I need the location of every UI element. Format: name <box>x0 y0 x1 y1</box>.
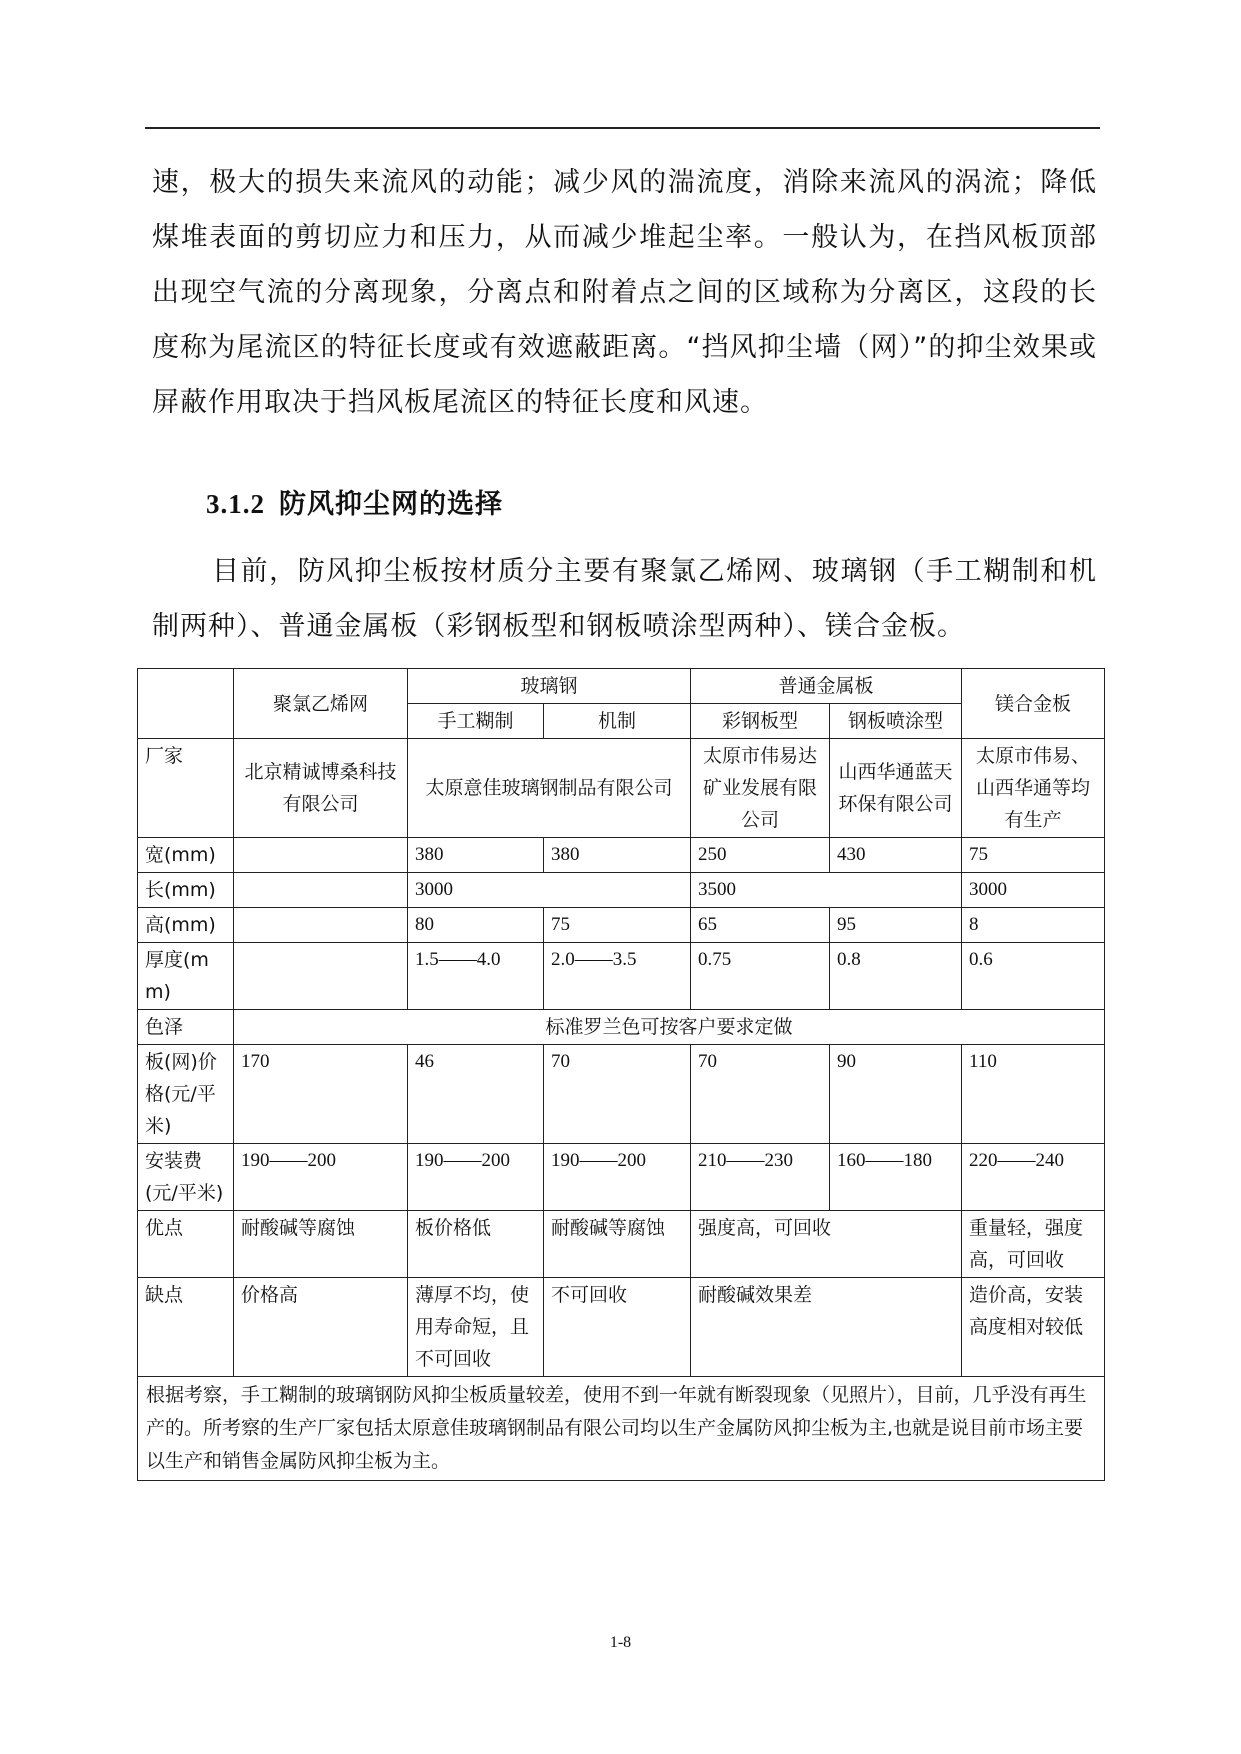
row-label: 缺点 <box>138 1278 234 1377</box>
table-cell: 太原市伟易、山西华通等均有生产 <box>962 739 1105 838</box>
table-cell: 46 <box>408 1045 544 1144</box>
row-label: 高(mm) <box>138 908 234 943</box>
table-cell: 170 <box>234 1045 408 1144</box>
table-cell: 价格高 <box>234 1278 408 1377</box>
table-cell <box>234 943 408 1010</box>
table-cell: 耐酸碱等腐蚀 <box>234 1211 408 1278</box>
header-metal: 普通金属板 <box>691 669 962 704</box>
row-label: 优点 <box>138 1211 234 1278</box>
table-cell: 耐酸碱效果差 <box>691 1278 962 1377</box>
header-pvc: 聚氯乙烯网 <box>234 669 408 739</box>
table-cell: 70 <box>544 1045 691 1144</box>
row-label: 长(mm) <box>138 873 234 908</box>
page-number: 1-8 <box>609 1634 632 1651</box>
table-cell: 160——180 <box>830 1144 962 1211</box>
table-cell <box>234 838 408 873</box>
table-cell: 重量轻，强度高，可回收 <box>962 1211 1105 1278</box>
section-heading <box>206 482 503 521</box>
table-row-length <box>138 873 1105 908</box>
table-cell: 95 <box>830 908 962 943</box>
body-paragraph-1: 速，极大的损失来流风的动能；减少风的湍流度，消除来流风的涡流；降低煤堆表面的剪切应力和压力，从而减少堆起尘率。一般认为，在挡风板顶部出现空气流的分离现象，分离点和附着点之间的区域称为分离区，这段的长度称为尾流区的特征长度或有效遮蔽距离。“挡风抑尘墙（网）”的抑尘效果或屏蔽作用取决于挡风板尾流区的特征长度和风速。 <box>152 167 1097 418</box>
section-number: 3.1.2 <box>206 489 265 519</box>
table-cell: 380 <box>408 838 544 873</box>
table-footnote-row <box>138 1377 1105 1481</box>
table-header-row <box>138 669 1105 704</box>
table-cell: 75 <box>544 908 691 943</box>
table-cell: 标准罗兰色可按客户要求定做 <box>234 1010 1105 1045</box>
table-cell: 0.75 <box>691 943 830 1010</box>
table-cell: 板价格低 <box>408 1211 544 1278</box>
table-cell: 1.5——4.0 <box>408 943 544 1010</box>
table-cell: 太原市伟易达矿业发展有限公司 <box>691 739 830 838</box>
table-cell: 210——230 <box>691 1144 830 1211</box>
table-cell: 耐酸碱等腐蚀 <box>544 1211 691 1278</box>
body-paragraph-2: 目前，防风抑尘板按材质分主要有聚氯乙烯网、玻璃钢（手工糊制和机制两种）、普通金属板（彩钢板型和钢板喷涂型两种）、镁合金板。 <box>152 556 1097 642</box>
header-rule <box>145 127 1100 129</box>
table-row-color <box>138 1010 1105 1045</box>
table-cell: 190——200 <box>408 1144 544 1211</box>
table-cell: 65 <box>691 908 830 943</box>
table-cell: 75 <box>962 838 1105 873</box>
table-cell: 强度高，可回收 <box>691 1211 962 1278</box>
table-cell: 2.0——3.5 <box>544 943 691 1010</box>
row-label: 厚度(mm) <box>138 943 234 1010</box>
table-row-maker <box>138 739 1105 838</box>
table-cell: 70 <box>691 1045 830 1144</box>
table-cell: 3500 <box>691 873 962 908</box>
header-frp-hand: 手工糊制 <box>408 704 544 739</box>
table-cell: 0.6 <box>962 943 1105 1010</box>
row-label: 厂家 <box>138 739 234 838</box>
header-metal-color: 彩钢板型 <box>691 704 830 739</box>
table-cell: 3000 <box>962 873 1105 908</box>
table-cell: 不可回收 <box>544 1278 691 1377</box>
table-cell <box>234 908 408 943</box>
table-row-height <box>138 908 1105 943</box>
row-label: 色泽 <box>138 1010 234 1045</box>
table-cell <box>138 669 234 739</box>
header-metal-spray: 钢板喷涂型 <box>830 704 962 739</box>
table-cell: 430 <box>830 838 962 873</box>
table-cell: 太原意佳玻璃钢制品有限公司 <box>408 739 691 838</box>
section-title: 防风抑尘网的选择 <box>279 489 503 520</box>
table-row-thickness <box>138 943 1105 1010</box>
table-cell: 8 <box>962 908 1105 943</box>
table-cell: 薄厚不均，使用寿命短，且不可回收 <box>408 1278 544 1377</box>
table-cell: 380 <box>544 838 691 873</box>
table-footnote: 根据考察，手工糊制的玻璃钢防风抑尘板质量较差，使用不到一年就有断裂现象（见照片），目前，几乎没有再生产的。所考察的生产厂家包括太原意佳玻璃钢制品有限公司均以生产金属防风抑尘板为主,也就是说目前市场主要以生产和销售金属防风抑尘板为主。 <box>138 1377 1105 1481</box>
header-mg: 镁合金板 <box>962 669 1105 739</box>
table-row-width <box>138 838 1105 873</box>
table-row-cons <box>138 1278 1105 1377</box>
table-cell: 110 <box>962 1045 1105 1144</box>
row-label: 宽(mm) <box>138 838 234 873</box>
table-cell: 190——200 <box>234 1144 408 1211</box>
row-label: 安装费(元/平米) <box>138 1144 234 1211</box>
table-cell: 190——200 <box>544 1144 691 1211</box>
table-row-install <box>138 1144 1105 1211</box>
table-cell: 0.8 <box>830 943 962 1010</box>
table-cell: 250 <box>691 838 830 873</box>
table-cell: 80 <box>408 908 544 943</box>
table-cell: 90 <box>830 1045 962 1144</box>
table-cell: 3000 <box>408 873 691 908</box>
header-frp-machine: 机制 <box>544 704 691 739</box>
table-row-price <box>138 1045 1105 1144</box>
table-cell: 山西华通蓝天环保有限公司 <box>830 739 962 838</box>
row-label: 板(网)价格(元/平米) <box>138 1045 234 1144</box>
header-frp: 玻璃钢 <box>408 669 691 704</box>
table-row-pros <box>138 1211 1105 1278</box>
table-cell: 北京精诚博桑科技有限公司 <box>234 739 408 838</box>
table-cell: 造价高，安装高度相对较低 <box>962 1278 1105 1377</box>
table-cell <box>234 873 408 908</box>
table-cell: 220——240 <box>962 1144 1105 1211</box>
material-comparison-table <box>137 668 1105 1481</box>
